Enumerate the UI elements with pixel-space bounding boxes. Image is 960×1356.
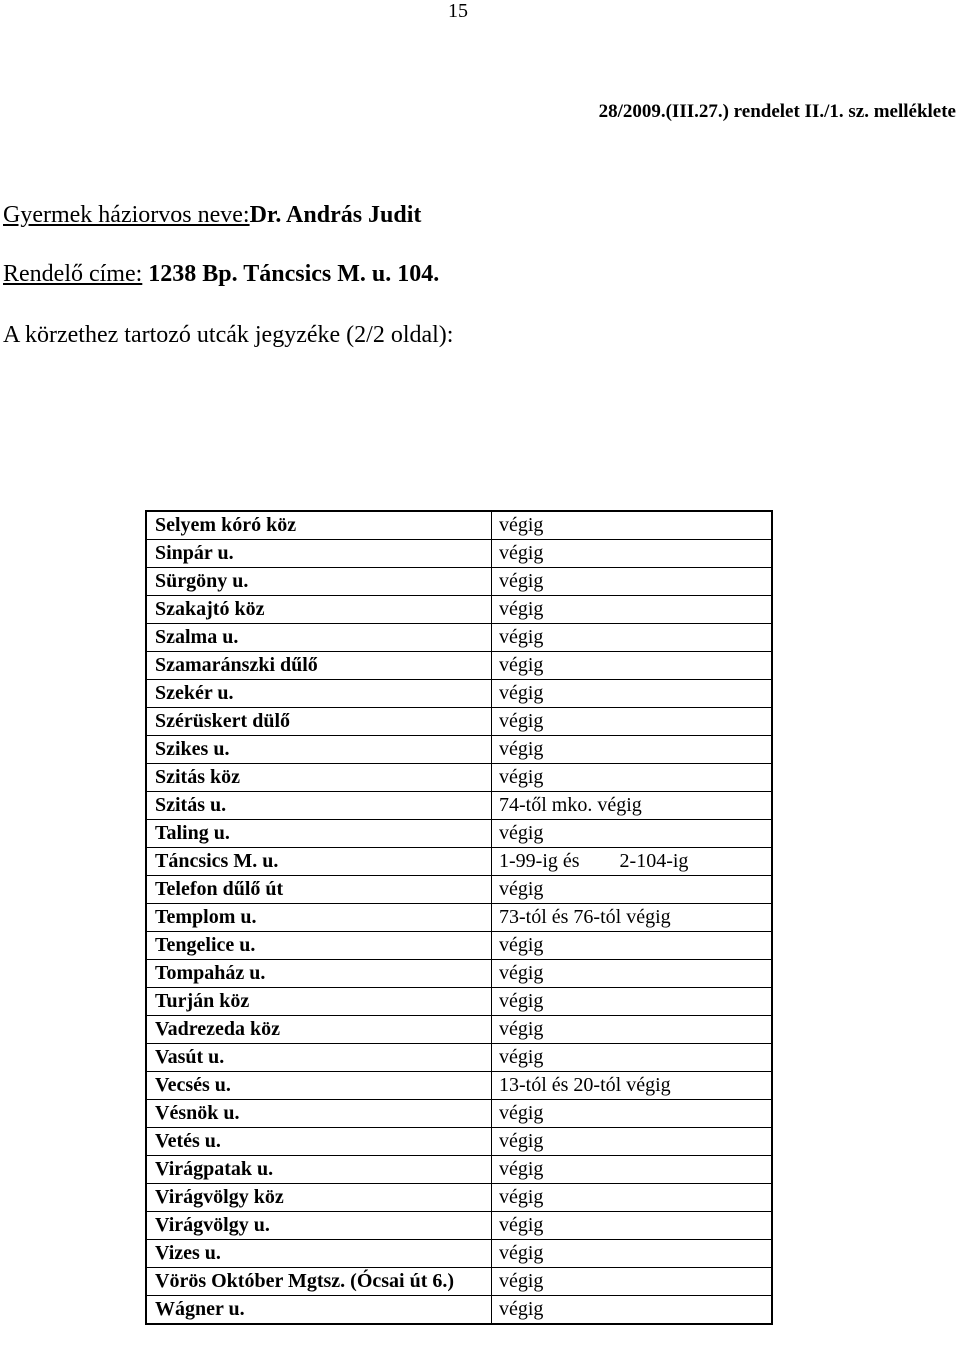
street-name: Szitás köz <box>146 764 492 792</box>
street-range: végig <box>492 511 773 540</box>
table-row <box>146 1072 772 1100</box>
table-row <box>146 540 772 568</box>
street-range: végig <box>492 876 773 904</box>
street-range: végig <box>492 1128 773 1156</box>
street-name: Selyem kóró köz <box>146 511 492 540</box>
street-range: 13-tól és 20-tól végig <box>492 1072 773 1100</box>
street-range: végig <box>492 1044 773 1072</box>
street-range: végig <box>492 960 773 988</box>
street-range: végig <box>492 624 773 652</box>
street-name: Turján köz <box>146 988 492 1016</box>
street-name: Táncsics M. u. <box>146 848 492 876</box>
street-name: Sürgöny u. <box>146 568 492 596</box>
table-row <box>146 876 772 904</box>
street-range: végig <box>492 1240 773 1268</box>
street-name: Vetés u. <box>146 1128 492 1156</box>
street-range: 1-99-ig és 2-104-ig <box>492 848 773 876</box>
street-name: Wágner u. <box>146 1296 492 1325</box>
street-range: végig <box>492 1016 773 1044</box>
street-name: Szakajtó köz <box>146 596 492 624</box>
street-name: Virágpatak u. <box>146 1156 492 1184</box>
table-row <box>146 1128 772 1156</box>
table-row <box>146 652 772 680</box>
street-range: végig <box>492 764 773 792</box>
table-row <box>146 764 772 792</box>
table-row <box>146 960 772 988</box>
street-range: végig <box>492 596 773 624</box>
table-row <box>146 624 772 652</box>
street-range: végig <box>492 1268 773 1296</box>
table-row <box>146 1184 772 1212</box>
street-name: Szikes u. <box>146 736 492 764</box>
street-table <box>145 510 773 1325</box>
table-row <box>146 820 772 848</box>
street-name: Vasút u. <box>146 1044 492 1072</box>
street-name: Virágvölgy köz <box>146 1184 492 1212</box>
street-name: Virágvölgy u. <box>146 1212 492 1240</box>
table-row <box>146 1296 772 1325</box>
street-range: végig <box>492 1184 773 1212</box>
street-name: Szalma u. <box>146 624 492 652</box>
page-number: 15 <box>448 0 468 22</box>
table-row <box>146 904 772 932</box>
street-range: végig <box>492 708 773 736</box>
doctor-line <box>3 202 421 229</box>
street-range: végig <box>492 1156 773 1184</box>
table-row <box>146 848 772 876</box>
street-name: Vecsés u. <box>146 1072 492 1100</box>
list-heading: A körzethez tartozó utcák jegyzéke (2/2 oldal): <box>3 322 454 348</box>
table-row <box>146 736 772 764</box>
street-name: Tengelice u. <box>146 932 492 960</box>
street-range: végig <box>492 652 773 680</box>
street-range: 74-től mko. végig <box>492 792 773 820</box>
table-row <box>146 932 772 960</box>
table-row <box>146 1268 772 1296</box>
street-range: végig <box>492 568 773 596</box>
street-table-body <box>146 511 772 1324</box>
table-row <box>146 1100 772 1128</box>
street-range: végig <box>492 1100 773 1128</box>
street-range: végig <box>492 540 773 568</box>
decree-reference: 28/2009.(III.27.) rendelet II./1. sz. melléklete <box>598 101 956 122</box>
street-range: végig <box>492 988 773 1016</box>
street-name: Sinpár u. <box>146 540 492 568</box>
address-label: Rendelő címe: <box>3 261 143 287</box>
table-row <box>146 568 772 596</box>
table-row <box>146 988 772 1016</box>
table-row <box>146 1156 772 1184</box>
table-row <box>146 1016 772 1044</box>
table-row <box>146 680 772 708</box>
table-row <box>146 1044 772 1072</box>
street-range: végig <box>492 1296 773 1325</box>
table-row <box>146 708 772 736</box>
street-name: Telefon dűlő út <box>146 876 492 904</box>
street-name: Vadrezeda köz <box>146 1016 492 1044</box>
table-row <box>146 511 772 540</box>
table-row <box>146 596 772 624</box>
street-name: Vésnök u. <box>146 1100 492 1128</box>
street-name: Vörös Október Mgtsz. (Ócsai út 6.) <box>146 1268 492 1296</box>
street-range: végig <box>492 1212 773 1240</box>
street-name: Templom u. <box>146 904 492 932</box>
street-name: Vizes u. <box>146 1240 492 1268</box>
address-line <box>3 261 439 288</box>
table-row <box>146 1212 772 1240</box>
street-name: Szekér u. <box>146 680 492 708</box>
street-name: Taling u. <box>146 820 492 848</box>
street-range: végig <box>492 736 773 764</box>
street-name: Szamaránszki dűlő <box>146 652 492 680</box>
street-range: végig <box>492 820 773 848</box>
street-name: Szitás u. <box>146 792 492 820</box>
street-range: végig <box>492 932 773 960</box>
table-row <box>146 792 772 820</box>
doctor-label: Gyermek háziorvos neve: <box>3 202 250 228</box>
doctor-name: Dr. András Judit <box>249 202 422 228</box>
address-value: 1238 Bp. Táncsics M. u. 104. <box>142 261 440 287</box>
table-row <box>146 1240 772 1268</box>
street-range: 73-tól és 76-tól végig <box>492 904 773 932</box>
street-name: Szérüskert dülő <box>146 708 492 736</box>
street-name: Tompaház u. <box>146 960 492 988</box>
street-range: végig <box>492 680 773 708</box>
